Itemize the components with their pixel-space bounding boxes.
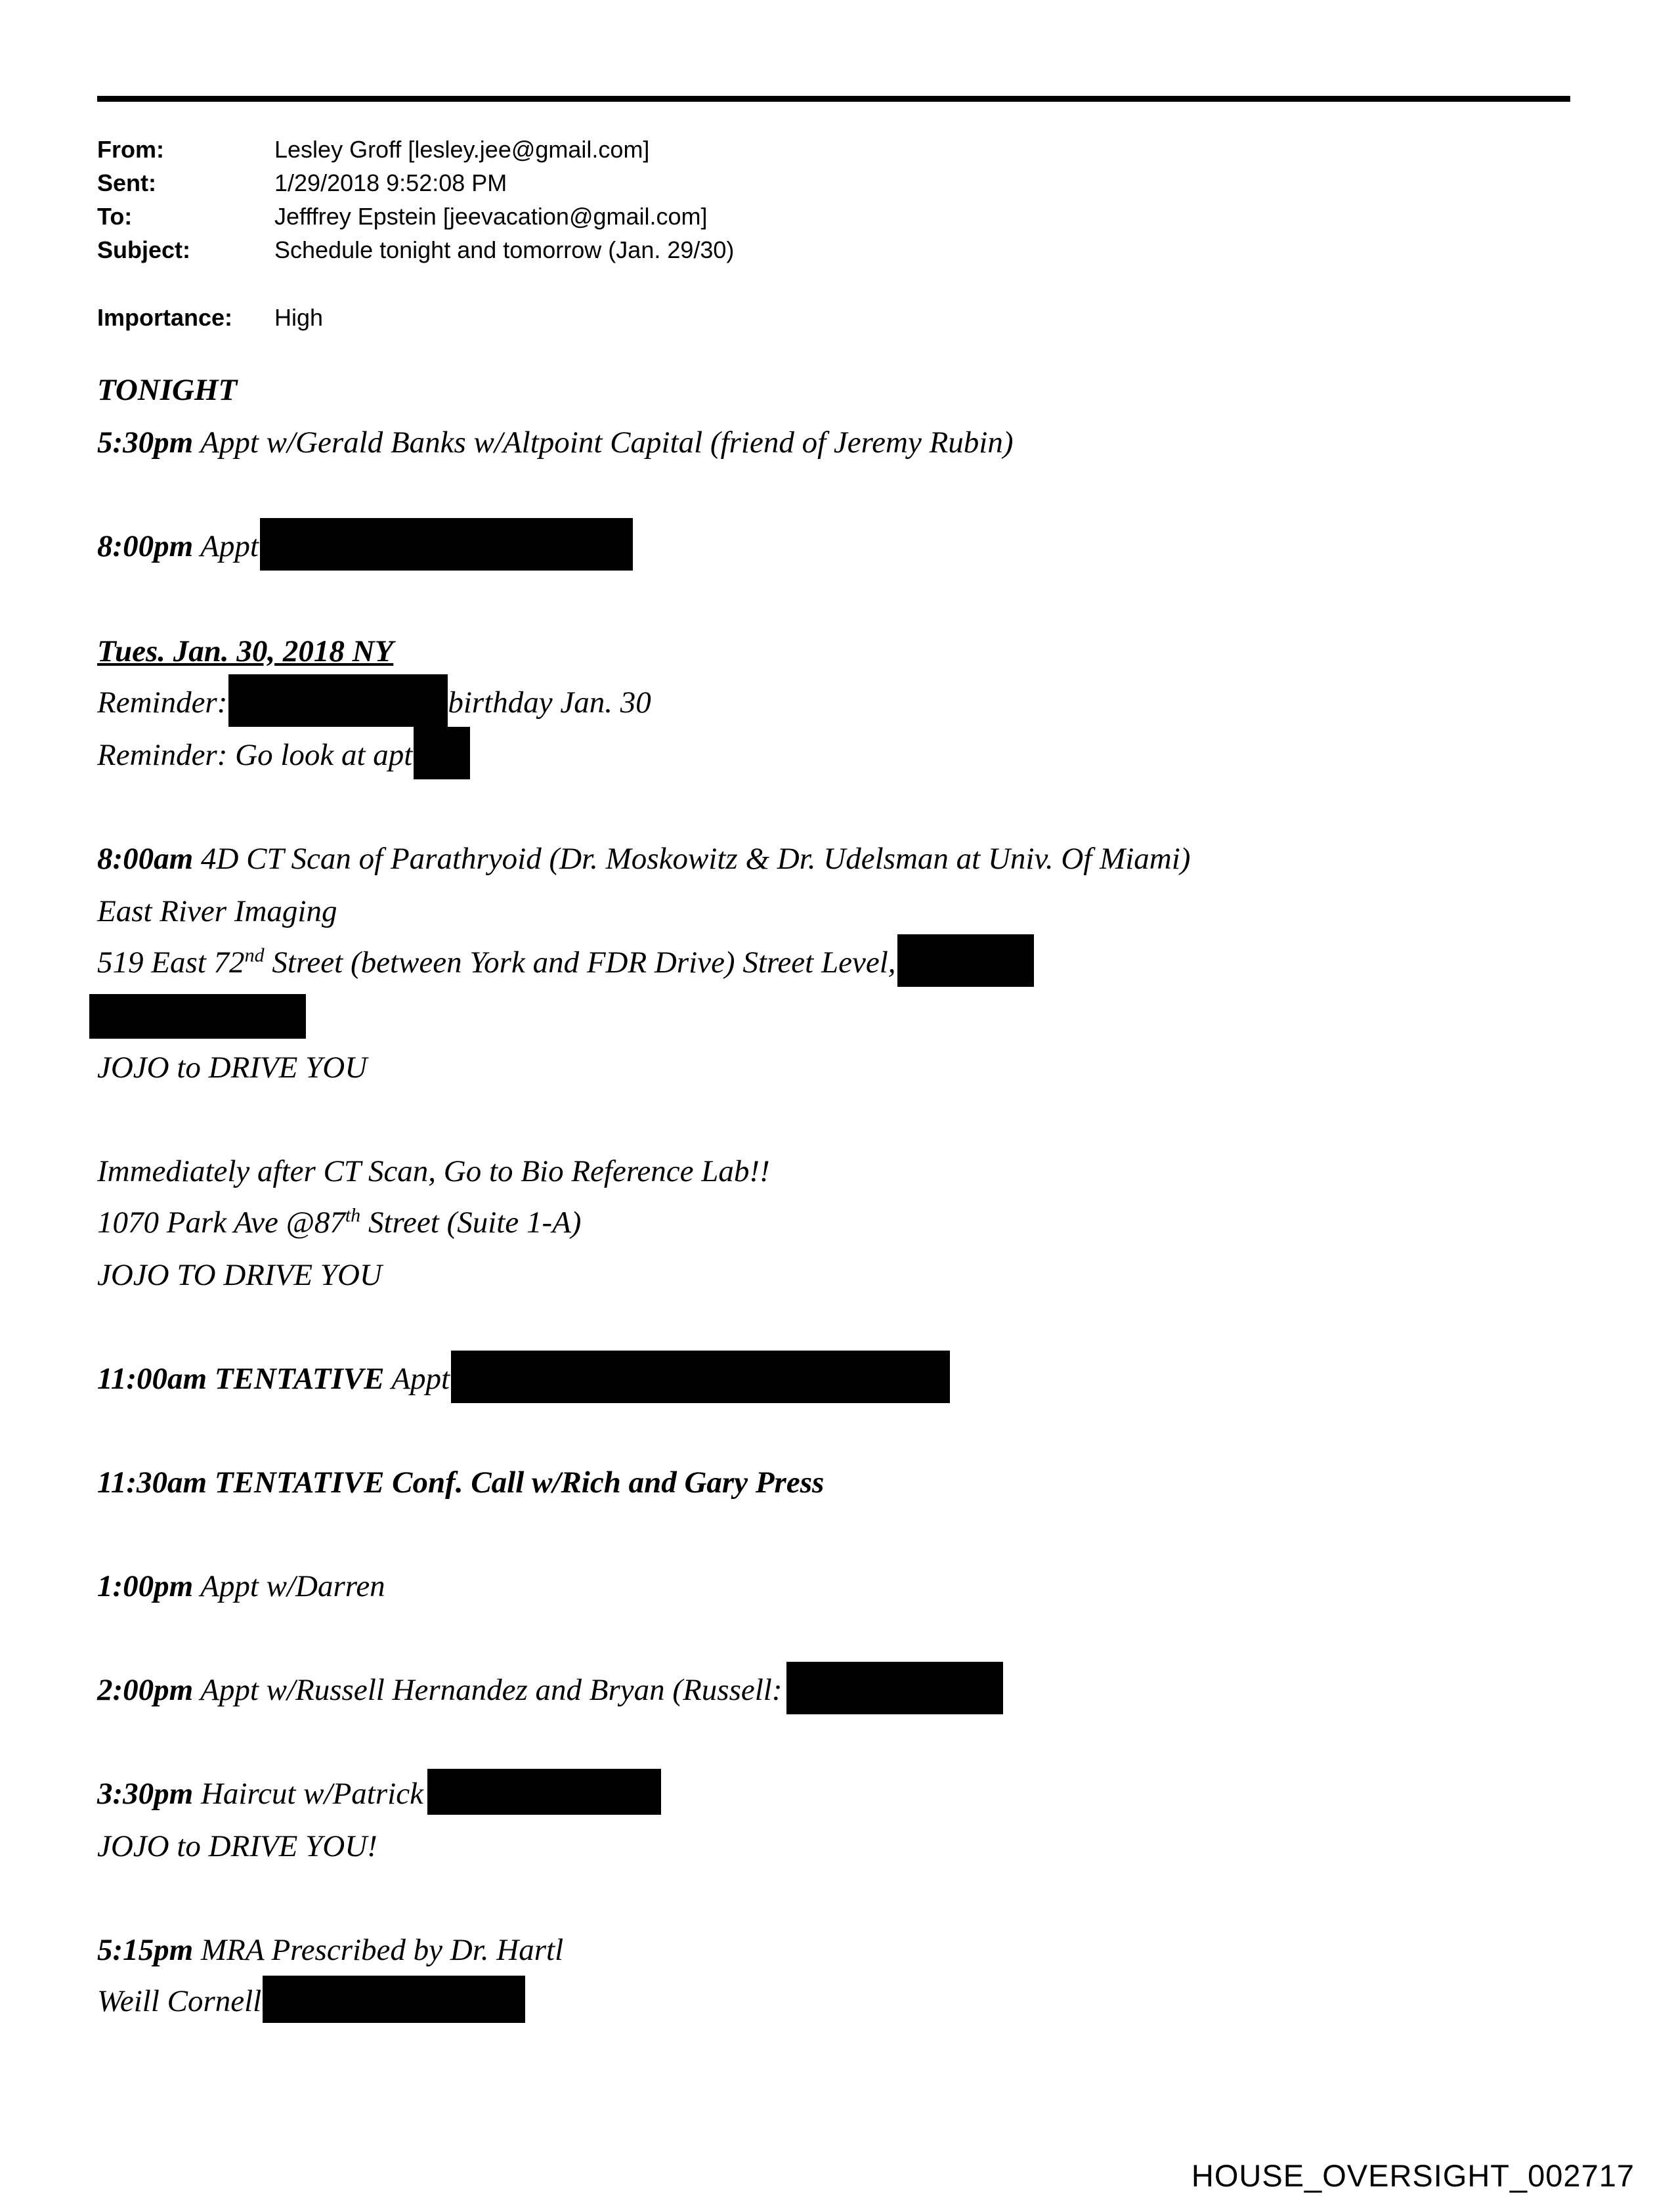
address-pre: 519 East 72 [97,945,245,980]
sent-value: 1/29/2018 9:52:08 PM [274,169,507,196]
tonight-appt-2-text: Appt [193,529,259,563]
event-darren-time: 1:00pm [97,1569,194,1603]
event-darren-text: Appt w/Darren [193,1569,385,1603]
tonight-appt-2-time: 8:00pm [97,529,194,563]
reminder-apt [97,735,470,779]
redaction-block [89,994,306,1039]
event-mra [97,1930,563,1970]
to-row [97,202,708,231]
importance-label: Importance: [97,304,233,331]
event-russell-text: Appt w/Russell Hernandez and Bryan (Russell: [193,1673,783,1707]
from-label: From: [97,136,164,163]
event-ct-scan-address [97,943,1034,987]
from-value: Lesley Groff [lesley.jee@gmail.com] [274,136,650,163]
lab-address-post: Street (Suite 1-A) [360,1205,582,1240]
redaction-block [228,674,448,727]
event-haircut-text: Haircut w/Patrick [193,1777,423,1811]
event-ct-scan-time: 8:00am [97,842,194,876]
redaction-block [260,518,633,571]
bates-number: HOUSE_OVERSIGHT_002717 [1191,2158,1635,2193]
address-post: Street (between York and FDR Drive) Street Level, [264,945,896,980]
event-haircut [97,1774,661,1815]
tonight-appt-2 [97,527,633,571]
importance-value: High [274,304,324,331]
redaction-block [897,934,1034,987]
tonight-appt-1-text: Appt w/Gerald Banks w/Altpoint Capital (friend of Jeremy Rubin) [193,425,1014,460]
event-darren [97,1567,385,1606]
redaction-block [786,1662,1003,1714]
to-value: Jefffrey Epstein [jeevacation@gmail.com] [274,203,708,230]
lab-address-pre: 1070 Park Ave @87 [97,1205,345,1240]
event-mra-location-text: Weill Cornell [97,1984,262,2018]
redaction-block [427,1769,661,1815]
tuesday-heading: Tues. Jan. 30, 2018 NY [97,634,394,668]
sent-label: Sent: [97,169,156,196]
redaction-block [451,1351,950,1403]
event-lab-instruction: Immediately after CT Scan, Go to Bio Reference Lab!! [97,1154,770,1188]
event-haircut-time: 3:30pm [97,1777,194,1811]
subject-label: Subject: [97,236,191,263]
event-conf-call: 11:30am TENTATIVE Conf. Call w/Rich and Gary Press [97,1465,825,1500]
event-ct-scan-driver: JOJO to DRIVE YOU [97,1051,368,1085]
event-mra-location [97,1982,525,2023]
reminder-apt-text: Reminder: Go look at apt [97,738,413,772]
reminder-birthday-post: birthday Jan. 30 [448,685,651,720]
tonight-appt-1-time: 5:30pm [97,425,194,460]
event-tentative-appt [97,1359,950,1403]
event-tentative-appt-time: 11:00am TENTATIVE [97,1362,385,1396]
event-ct-scan-location: East River Imaging [97,894,337,928]
redaction-block [414,727,470,779]
event-mra-text: MRA Prescribed by Dr. Hartl [193,1933,564,1967]
header-rule [97,96,1570,102]
redaction-block [263,1976,525,2023]
event-lab-driver: JOJO TO DRIVE YOU [97,1258,382,1292]
reminder-birthday [97,683,651,727]
event-ct-scan-text: 4D CT Scan of Parathryoid (Dr. Moskowitz & Dr. Udelsman at Univ. Of Miami) [193,842,1191,876]
event-lab-address [97,1203,581,1242]
subject-row [97,236,734,265]
subject-value: Schedule tonight and tomorrow (Jan. 29/30) [274,236,735,263]
event-tentative-appt-text: Appt [384,1362,450,1396]
event-russell-time: 2:00pm [97,1673,194,1707]
tonight-heading: TONIGHT [97,373,238,407]
sent-row [97,169,507,198]
tonight-appt-1 [97,423,1014,462]
event-russell [97,1670,1003,1714]
event-ct-scan [97,839,1190,878]
lab-address-sup: th [345,1204,361,1226]
event-haircut-driver: JOJO to DRIVE YOU! [97,1829,377,1863]
address-sup: nd [244,944,265,966]
from-row [97,135,649,164]
to-label: To: [97,203,133,230]
importance-row [97,303,323,332]
reminder-birthday-pre: Reminder: [97,685,228,720]
event-mra-time: 5:15pm [97,1933,194,1967]
